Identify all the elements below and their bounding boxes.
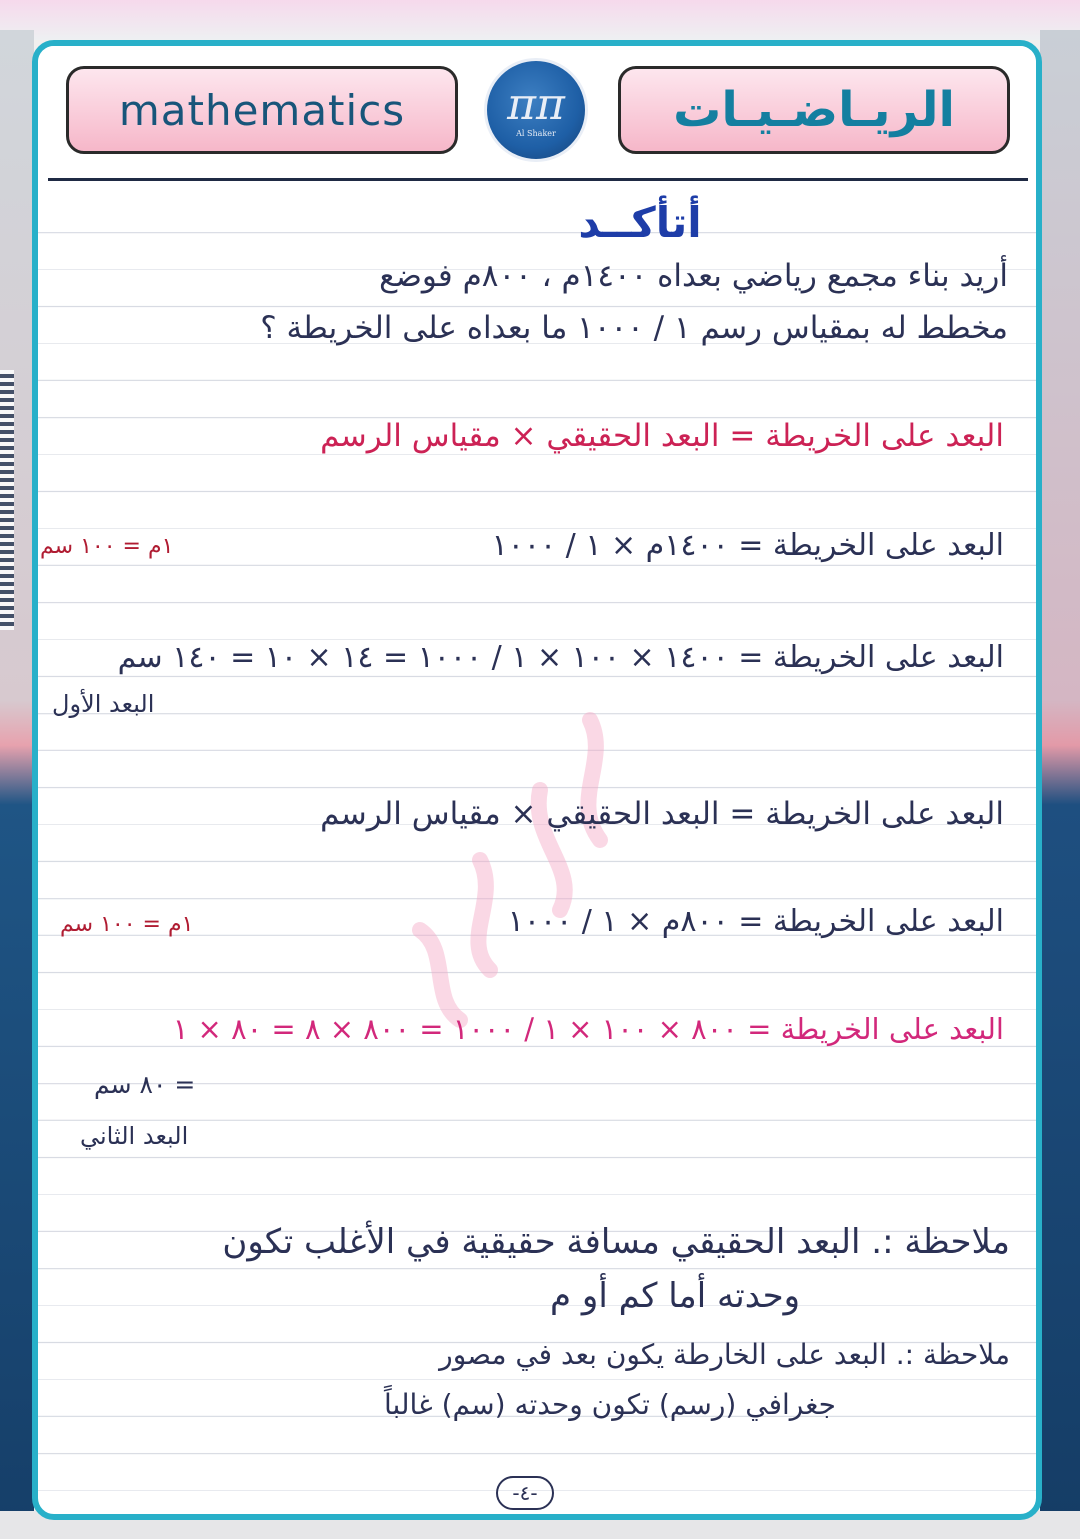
- step-1-note: ١م = ١٠٠ سم: [40, 534, 174, 559]
- logo-caption: Al Shaker: [516, 128, 556, 138]
- step-4-result: = ٨٠ سم: [94, 1070, 196, 1099]
- header-arabic-box: [618, 66, 1010, 154]
- note-2-line-2: جغرافي (رسم) تكون وحدته (سم) غالباً: [384, 1388, 836, 1421]
- question-line-2: مخطط له بمقياس رسم ١ / ١٠٠٠ ما بعداه على الخريطة ؟: [260, 310, 1008, 346]
- first-dimension-label: البعد الأول: [52, 690, 155, 718]
- step-3: البعد على الخريطة = ٨٠٠م × ١ / ١٠٠٠: [507, 904, 1004, 939]
- ruler-ticks: [0, 370, 14, 630]
- step-2: البعد على الخريطة = ١٤٠٠ × ١٠٠ × ١ / ١٠٠٠ = ١٤ × ١٠ = ١٤٠ سم: [117, 640, 1004, 675]
- step-1: البعد على الخريطة = ١٤٠٠م × ١ / ١٠٠٠: [491, 528, 1004, 563]
- note-2-line-1: ملاحظة :. البعد على الخارطة يكون بعد في مصور: [439, 1338, 1010, 1371]
- background-right-band: [1040, 30, 1080, 1520]
- page-number: -٤-: [496, 1476, 554, 1510]
- logo-glyph: ππ: [507, 78, 565, 130]
- question-line-1: أريد بناء مجمع رياضي بعداه ١٤٠٠م ، ٨٠٠م فوضع: [379, 258, 1008, 294]
- formula-rule-1: البعد على الخريطة = البعد الحقيقي × مقياس الرسم: [320, 418, 1004, 454]
- header-english-box: [66, 66, 458, 154]
- second-dimension-label: البعد الثاني: [80, 1122, 189, 1150]
- note-1-line-1: ملاحظة :. البعد الحقيقي مسافة حقيقية في الأغلب تكون: [222, 1222, 1010, 1262]
- pi-logo-icon: [484, 58, 588, 162]
- note-1-line-2: وحدته أما كم أو م: [550, 1276, 800, 1316]
- background-top: [0, 0, 1080, 40]
- header-title-english: mathematics: [118, 85, 406, 135]
- header-title-arabic: الريـاضـيـات: [673, 82, 955, 138]
- header-divider: [48, 178, 1028, 181]
- step-4: البعد على الخريطة = ٨٠٠ × ١٠٠ × ١ / ١٠٠٠ = ٨٠٠ × ٨ = ٨٠ × ١: [172, 1012, 1004, 1046]
- background-left-band: [0, 30, 34, 1520]
- watermark-signature: [360, 700, 660, 1030]
- formula-rule-2: البعد على الخريطة = البعد الحقيقي × مقياس الرسم: [320, 796, 1004, 832]
- exercise-title: أتأكــد: [578, 198, 702, 247]
- step-3-note: ١م = ١٠٠ سم: [60, 912, 194, 937]
